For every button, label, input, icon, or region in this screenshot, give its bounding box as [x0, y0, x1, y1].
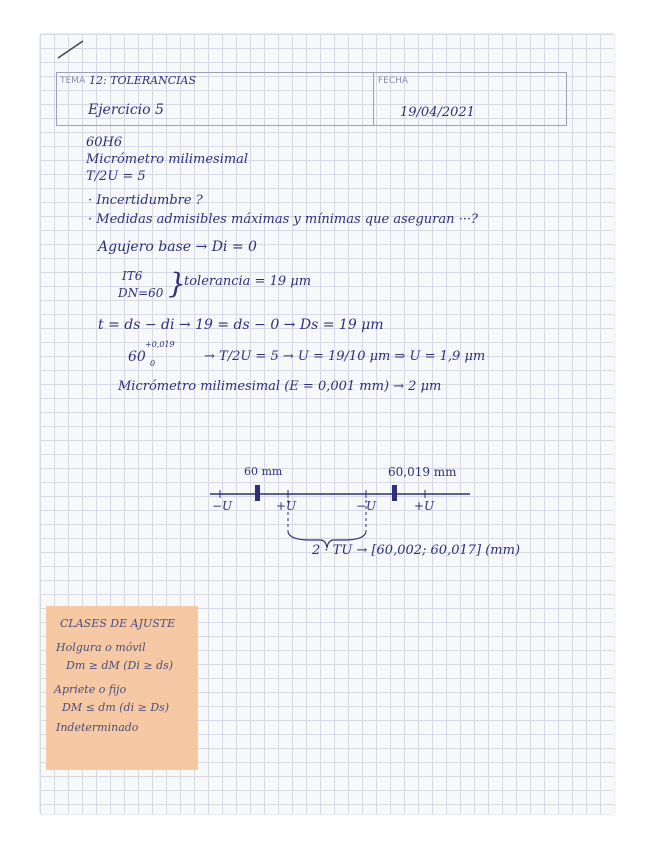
agujero-base-line: Agujero base → Di = 0: [98, 239, 257, 255]
sticky-line-holgura: Holgura o móvil: [56, 641, 146, 654]
tema-value: 12: TOLERANCIAS: [89, 74, 196, 87]
dn-label: DN=60: [118, 286, 164, 300]
result-interval: 2 · TU → [60,002; 60,017] (mm): [312, 543, 521, 558]
micrometro-line: Micrómetro milimesimal (E = 0,001 mm) → 2 μm: [118, 379, 442, 394]
fecha-label: FECHA: [378, 76, 409, 86]
plus-u-right: +U: [414, 499, 435, 513]
sixty-subscript: 0: [150, 359, 156, 368]
plus-u-left: +U: [276, 499, 297, 513]
note-line-60h6: 60H6: [86, 135, 123, 150]
ratio-equation: → T/2U = 5 → U = 19/10 μm ⇒ U = 1,9 μm: [204, 349, 486, 364]
note-line-micrometro: Micrómetro milimesimal: [86, 152, 249, 167]
bullet-medidas: · Medidas admisibles máximas y mínimas que aseguran ···?: [88, 212, 478, 227]
sixty-superscript: +0,019: [145, 340, 175, 349]
sticky-line-apriete: Apriete o fijo: [54, 683, 127, 696]
minus-u-right: −U: [356, 499, 377, 513]
note-line-ratio: T/2U = 5: [86, 169, 146, 184]
sticky-title: CLASES DE AJUSTE: [60, 617, 176, 630]
marker-60: [255, 485, 260, 501]
diagram-value-left: 60 mm: [244, 465, 283, 478]
minus-u-left: −U: [212, 499, 233, 513]
marker-60019: [392, 485, 397, 501]
ejercicio-title: Ejercicio 5: [88, 102, 164, 118]
fecha-value: 19/04/2021: [400, 105, 475, 120]
sticky-line-holgura-formula: Dm ≥ dM (Di ≥ ds): [66, 659, 174, 672]
t-equation: t = ds − di → 19 = ds − 0 → Ds = 19 μm: [98, 317, 384, 333]
pen-stroke-mark: [56, 38, 86, 60]
brace: }: [168, 267, 186, 300]
sixty-base: 60: [128, 349, 146, 365]
tema-label: TEMA: [60, 76, 86, 86]
diagram-value-right: 60,019 mm: [388, 465, 457, 479]
sticky-line-apriete-formula: DM ≤ dm (di ≥ Ds): [62, 701, 170, 714]
it6-label: IT6: [122, 269, 143, 283]
tolerancia-line: tolerancia = 19 μm: [184, 274, 312, 289]
bullet-incertidumbre: · Incertidumbre ?: [88, 193, 203, 208]
sticky-line-indeterminado: Indeterminado: [56, 721, 139, 734]
